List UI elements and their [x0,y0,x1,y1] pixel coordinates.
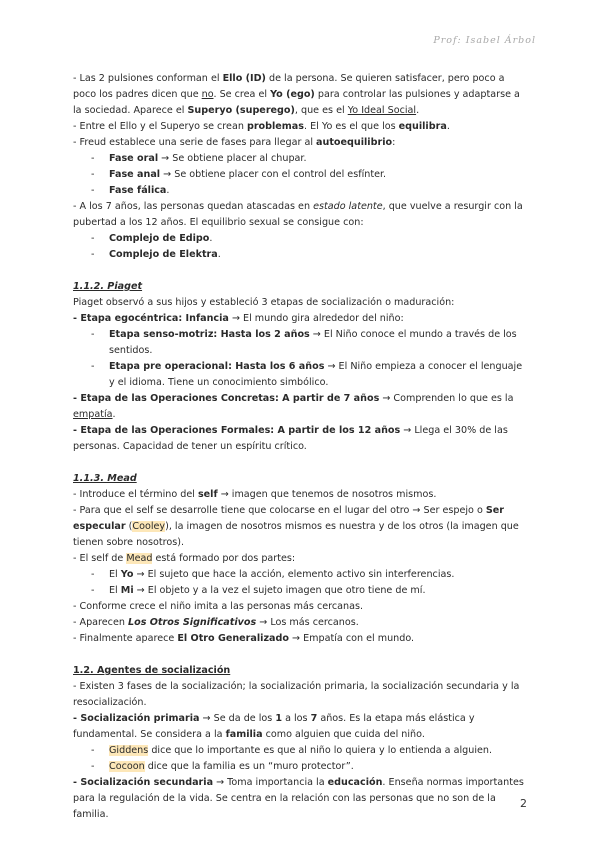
piaget-etapa-1: - Etapa egocéntrica: Infancia → El mundo gira alrededor del niño: [73,313,404,324]
freud-paragraph-1: - Las 2 pulsiones conforman el Ello (ID) de la persona. Se quieren satisfacer, pero poco a poco los padres dicen que no. Se crea el Yo (ego) para controlar las pulsiones y adaptarse a la sociedad. Aparece el Superyo (superego), que es el Yo Ideal Social. [73,73,520,116]
document-body [73,71,529,823]
piaget-etapa-3: - Etapa de las Operaciones Formales: A partir de los 12 años → Llega el 30% de las personas. Capacidad de tener un espíritu crítico. [73,425,508,452]
mead-line-3: - El self de Mead está formado por dos partes: [73,553,296,564]
list-item: - Complejo de Elektra. [91,249,221,260]
list-item: - Etapa pre operacional: Hasta los 6 años → El Niño empieza a conocer el lenguaje y el idioma. Tiene un conocimiento simbólico. [91,361,523,388]
list-item: - Giddens dice que lo importante es que al niño lo quiera y lo entienda a alguien. [91,745,493,756]
freud-paragraph-4: - A los 7 años, las personas quedan atascadas en estado latente, que vuelve a resurgir con la pubertad a los 12 años. El equilibrio sexual se consigue con: [73,201,523,228]
list-item: - Fase anal → Se obtiene placer con el control del esfínter. [91,169,387,180]
freud-paragraph-3: - Freud establece una serie de fases para llegar al autoequilibrio: [73,137,396,148]
list-item: - Fase fálica. [91,185,170,196]
list-item: - El Mi → El objeto y a la vez el sujeto imagen que otro tiene de mí. [91,585,426,596]
list-item: - Fase oral → Se obtiene placer al chupar. [91,153,307,164]
mead-line-5: - Aparecen Los Otros Significativos → Los más cercanos. [73,617,359,628]
list-item: - Etapa senso-motriz: Hasta los 2 años → El Niño conoce el mundo a través de los sentidos. [91,329,517,356]
agentes-line-1: - Existen 3 fases de la socialización; la socialización primaria, la socialización secundaria y la resocialización. [73,681,520,708]
piaget-intro: Piaget observó a sus hijos y estableció 3 etapas de socialización o maduración: [73,297,455,308]
agentes-line-2: - Socialización primaria → Se da de los 1 a los 7 años. Es la etapa más elástica y fundamental. Se considera a la familia como alguien que cuida del niño. [73,713,475,740]
mead-line-6: - Finalmente aparece El Otro Generalizado → Empatía con el mundo. [73,633,415,644]
section-heading-mead: 1.1.3. Mead [73,473,137,484]
author-header: Prof: Isabel Árbol [433,35,536,46]
list-item: - Complejo de Edipo. [91,233,213,244]
page-number: 2 [520,797,527,810]
mead-line-4: - Conforme crece el niño imita a las personas más cercanas. [73,601,364,612]
agentes-line-3: - Socialización secundaria → Toma importancia la educación. Enseña normas importantes para la regulación de la vida. Se centra en la relación con las personas que no son de la familia. [73,777,524,820]
section-heading-piaget: 1.1.2. Piaget [73,281,143,292]
section-heading-agentes: 1.2. Agentes de socialización [73,665,231,676]
mead-line-1: - Introduce el término del self → imagen que tenemos de nosotros mismos. [73,489,437,500]
list-item: - El Yo → El sujeto que hace la acción, elemento activo sin interferencias. [91,569,455,580]
mead-line-2: - Para que el self se desarrolle tiene que colocarse en el lugar del otro → Ser espejo o Ser especular (Cooley), la imagen de nosotros mismos es nuestra y de los otros (la imagen que tienen sobre nosotros). [73,505,519,548]
freud-paragraph-2: - Entre el Ello y el Superyo se crean problemas. El Yo es el que los equilibra. [73,121,450,132]
list-item: - Cocoon dice que la familia es un “muro protector”. [91,761,354,772]
piaget-etapa-2: - Etapa de las Operaciones Concretas: A partir de 7 años → Comprenden lo que es la empatía. [73,393,514,420]
